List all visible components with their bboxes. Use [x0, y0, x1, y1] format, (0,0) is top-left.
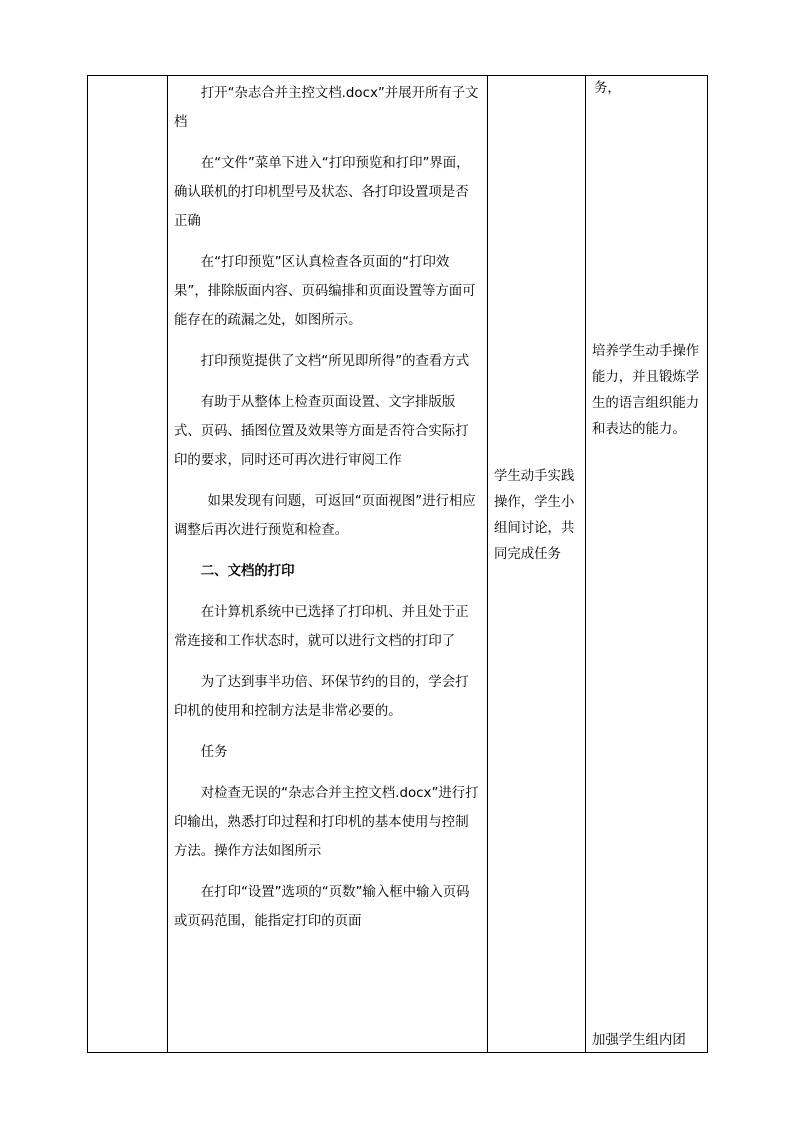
- design-intent-cell: [586, 76, 708, 1053]
- step-paragraph: 在打印“设置”选项的“页数”输入框中输入页码或页码范围，能指定打印的页面: [174, 885, 470, 929]
- goal-middle-text: 培养学生动手操作能力，并且锻炼学生的语言组织能力和表达的能力。: [592, 344, 700, 437]
- stage-cell: [88, 76, 168, 1053]
- goal-bottom-text: 加强学生组内团: [592, 1033, 686, 1048]
- goal-top-text: 务，: [594, 81, 621, 96]
- student-activity-cell: [488, 76, 586, 1053]
- section-heading: 二、文档的打印: [200, 564, 295, 579]
- step-paragraph: 在“打印预览”区认真检查各页面的“打印效果”，排除版面内容、页码编排和页面设置等方面可能存在的疏漏之处，如图所示。: [174, 255, 476, 328]
- step-paragraph: 打开“杂志合并主控文档.docx”并展开所有子文档: [174, 86, 479, 130]
- step-paragraph: 为了达到事半功倍、环保节约的目的，学会打印机的使用和控制方法是非常必要的。: [174, 675, 469, 719]
- teaching-content-cell: [168, 76, 488, 1053]
- step-paragraph: 任务: [200, 745, 228, 760]
- lesson-plan-table: [87, 75, 708, 1053]
- step-paragraph: 在“文件”菜单下进入“打印预览和打印”界面，确认联机的打印机型号及状态、各打印设置项是否正确: [174, 156, 470, 229]
- step-paragraph: 在计算机系统中已选择了打印机、并且处于正常连接和工作状态时，就可以进行文档的打印了: [174, 605, 469, 649]
- step-paragraph: 有助于从整体上检查页面设置、文字排版版式、页码、插图位置及效果等方面是否符合实际打印的要求，同时还可再次进行审阅工作: [174, 395, 469, 468]
- step-paragraph: 如果发现有问题，可返回“页面视图”进行相应调整后再次进行预览和检查。: [174, 494, 476, 538]
- teaching-steps: [168, 76, 487, 936]
- table-row: [88, 76, 708, 1053]
- step-paragraph: 对检查无误的“杂志合并主控文档.docx”进行打印输出，熟悉打印过程和打印机的基本使用与控制方法。操作方法如图所示: [174, 786, 479, 859]
- student-activity-text: 学生动手实践操作，学生小组间讨论，共同完成任务: [494, 469, 575, 562]
- step-paragraph: 打印预览提供了文档“所见即所得”的查看方式: [200, 354, 470, 369]
